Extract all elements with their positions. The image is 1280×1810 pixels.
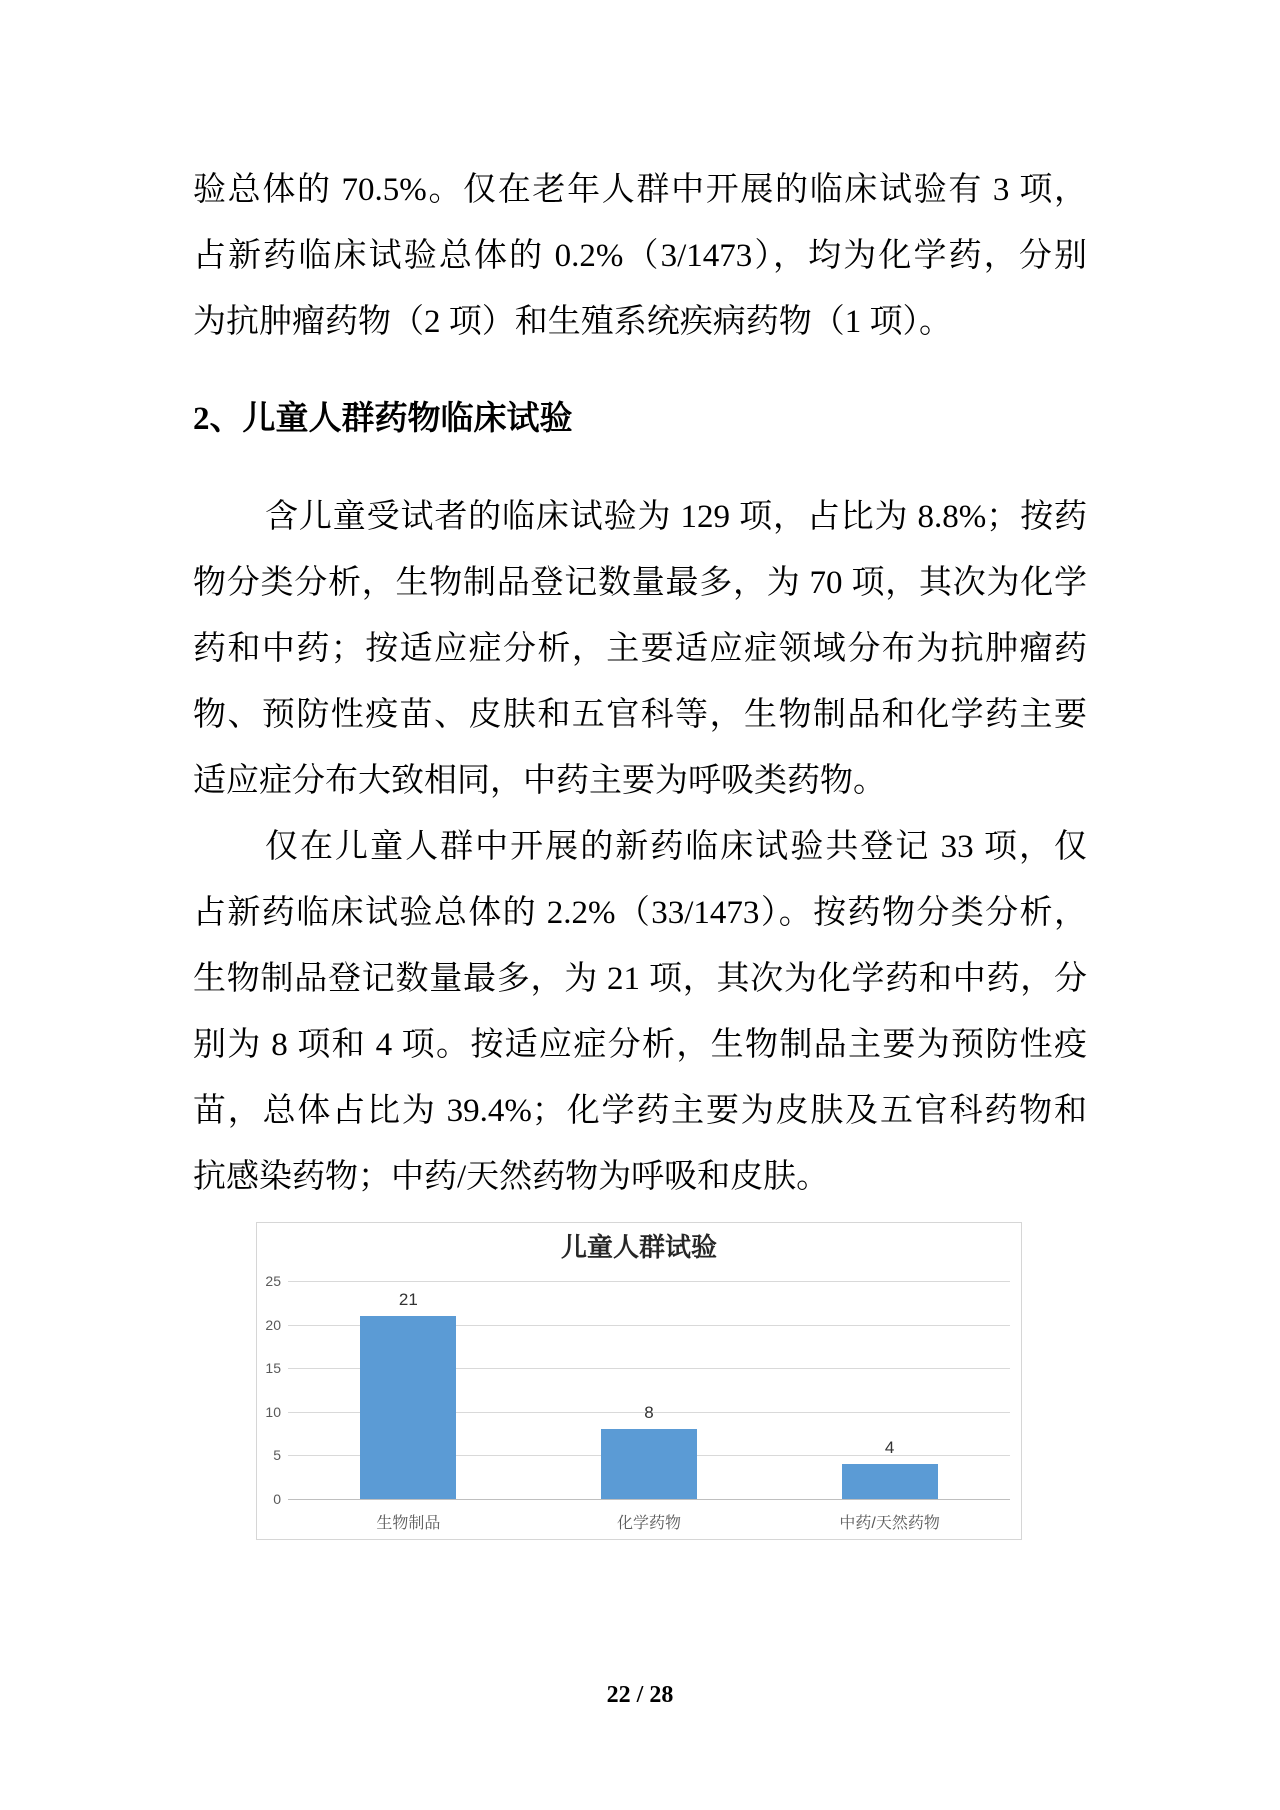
x-axis-line	[288, 1499, 1010, 1500]
paragraph-line: 仅在儿童人群中开展的新药临床试验共登记 33 项，仅	[265, 829, 1087, 865]
y-axis-tick-label: 15	[265, 1360, 281, 1377]
x-axis-category-label: 中药/天然药物	[839, 1515, 940, 1532]
bar-value-label: 21	[398, 1289, 418, 1309]
paragraph-line: 苗，总体占比为 39.4%；化学药主要为皮肤及五官科药物和	[193, 1093, 1087, 1129]
paragraph-2	[193, 484, 1087, 814]
chart-bar	[360, 1316, 456, 1499]
y-axis-tick-label: 20	[265, 1316, 281, 1333]
paragraph-line: 占新药临床试验总体的 0.2%（3/1473），均为化学药，分别	[193, 238, 1087, 274]
paragraph-line: 生物制品登记数量最多，为 21 项，其次为化学药和中药，分	[193, 961, 1087, 997]
y-axis-tick-label: 10	[265, 1403, 281, 1420]
paragraph-line: 物、预防性疫苗、皮肤和五官科等，生物制品和化学药主要	[193, 697, 1087, 733]
paragraph-line: 抗感染药物；中药/天然药物为呼吸和皮肤。	[193, 1159, 830, 1195]
chart-title: 儿童人群试验	[560, 1232, 717, 1262]
paragraph-line: 适应症分布大致相同，中药主要为呼吸类药物。	[193, 763, 886, 799]
bar-value-label: 4	[884, 1438, 895, 1458]
bar-chart	[256, 1222, 1022, 1540]
paragraph-1	[193, 157, 1087, 355]
paragraph-line: 占新药临床试验总体的 2.2%（33/1473）。按药物分类分析，	[193, 895, 1087, 931]
paragraph-line: 别为 8 项和 4 项。按适应症分析，生物制品主要为预防性疫	[193, 1027, 1087, 1063]
chart-bar	[842, 1464, 938, 1499]
section-heading: 2、儿童人群药物临床试验	[193, 401, 573, 437]
paragraph-3	[193, 814, 1087, 1210]
chart-bar	[601, 1429, 697, 1499]
x-axis-category-label: 生物制品	[376, 1515, 441, 1532]
paragraph-line: 含儿童受试者的临床试验为 129 项，占比为 8.8%；按药	[265, 499, 1087, 535]
paragraph-line: 为抗肿瘤药物（2 项）和生殖系统疾病药物（1 项）。	[193, 304, 952, 340]
y-axis-tick-label: 5	[273, 1447, 281, 1464]
page-number: 22 / 28	[606, 1682, 674, 1708]
document-body	[193, 157, 1087, 1210]
x-axis-category-label: 化学药物	[616, 1515, 681, 1532]
paragraph-line: 药和中药；按适应症分析，主要适应症领域分布为抗肿瘤药	[193, 631, 1087, 667]
paragraph-line: 物分类分析，生物制品登记数量最多，为 70 项，其次为化学	[193, 565, 1087, 601]
y-axis-tick-label: 0	[273, 1491, 281, 1507]
bar-value-label: 8	[644, 1403, 654, 1423]
y-axis-tick-label: 25	[265, 1273, 281, 1289]
chart-gridline	[288, 1281, 1010, 1282]
paragraph-line: 验总体的 70.5%。仅在老年人群中开展的临床试验有 3 项，	[193, 172, 1087, 208]
